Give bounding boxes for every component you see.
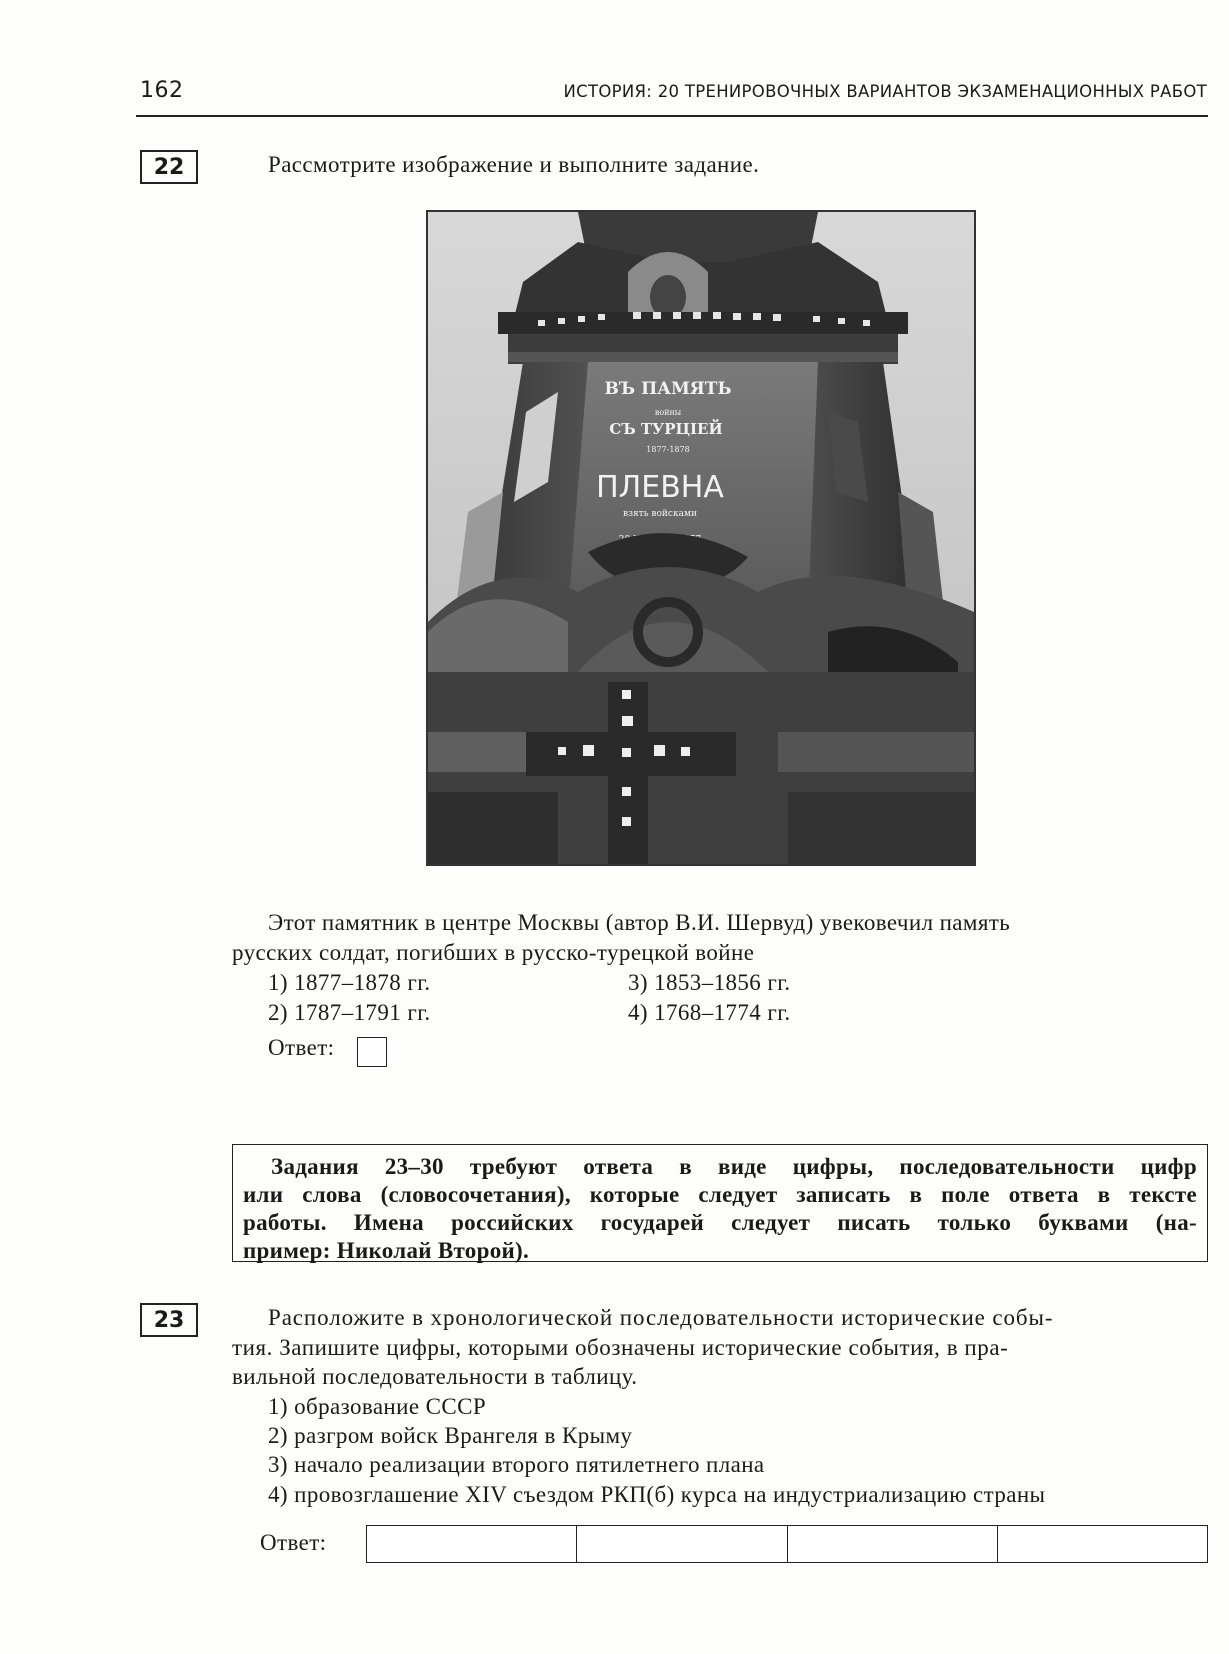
- instructions-notice: [232, 1144, 1208, 1262]
- notice-line-1: Задания 23–30 требуют ответа в виде цифры, последовательности цифр: [271, 1154, 1197, 1179]
- notice-line-4: пример: Николай Второй).: [243, 1238, 530, 1263]
- option-3: 3) 1853–1856 гг.: [628, 970, 791, 995]
- task23-instruction-line-3: вильной последовательности в таблицу.: [232, 1364, 638, 1389]
- task23-instruction-line-1: Расположите в хронологической последовательности исторические собы-: [268, 1305, 1054, 1330]
- inscription-line-6: взять войсками: [623, 509, 697, 519]
- task-number-23: 23: [140, 1303, 198, 1337]
- header-divider: [136, 115, 1208, 117]
- inscription-line-4: 1877-1878: [646, 445, 690, 454]
- task23-instruction-line-2: тия. Запишите цифры, которыми обозначены исторические события, в пра-: [232, 1335, 1009, 1360]
- task22-instruction: Рассмотрите изображение и выполните задание.: [268, 152, 760, 177]
- inscription-plevna: ПЛЕВНА: [596, 470, 724, 505]
- option-4: 4) 1768–1774 гг.: [628, 1000, 791, 1025]
- notice-line-2: или слова (словосочетания), которые следует записать в поле ответа в тексте: [243, 1182, 1197, 1207]
- task22-question-line-2: русских солдат, погибших в русско-турецкой войне: [232, 940, 755, 965]
- task22-answer-box[interactable]: [357, 1037, 387, 1067]
- inscription-line-2: войны: [654, 408, 682, 417]
- task22-answer-label: Ответ:: [268, 1035, 335, 1060]
- option-1: 1) 1877–1878 гг.: [268, 970, 431, 995]
- answer-cell-4[interactable]: [998, 1526, 1207, 1562]
- answer-cell-3[interactable]: [788, 1526, 998, 1562]
- event-item-2: 2) разгром войск Врангеля в Крыму: [268, 1423, 633, 1448]
- task23-answer-table: [366, 1525, 1208, 1563]
- inscription-line-1: ВЪ ПАМЯТЬ: [604, 379, 732, 399]
- running-header-title: ИСТОРИЯ: 20 ТРЕНИРОВОЧНЫХ ВАРИАНТОВ ЭКЗАМЕНАЦИОННЫХ РАБОТ: [563, 82, 1207, 101]
- event-item-4: 4) провозглашение XIV съездом РКП(б) курса на индустриализацию страны: [268, 1482, 1046, 1507]
- task23-answer-label: Ответ:: [260, 1530, 327, 1555]
- answer-cell-1[interactable]: [367, 1526, 577, 1562]
- inscription-line-3: СЪ ТУРЦІЕЙ: [609, 420, 723, 438]
- page-number: 162: [140, 78, 184, 103]
- task-number-22: 22: [140, 150, 198, 184]
- monument-photo: [426, 210, 976, 866]
- answer-cell-2[interactable]: [577, 1526, 787, 1562]
- option-2: 2) 1787–1791 гг.: [268, 1000, 431, 1025]
- plevna-chapel-illustration: [428, 212, 974, 864]
- event-item-3: 3) начало реализации второго пятилетнего плана: [268, 1452, 765, 1477]
- notice-line-3: работы. Имена российских государей следует писать только буквами (на-: [243, 1210, 1197, 1235]
- event-item-1: 1) образование СССР: [268, 1394, 487, 1419]
- task22-question-line-1: Этот памятник в центре Москвы (автор В.И. Шервуд) увековечил память: [268, 910, 1011, 935]
